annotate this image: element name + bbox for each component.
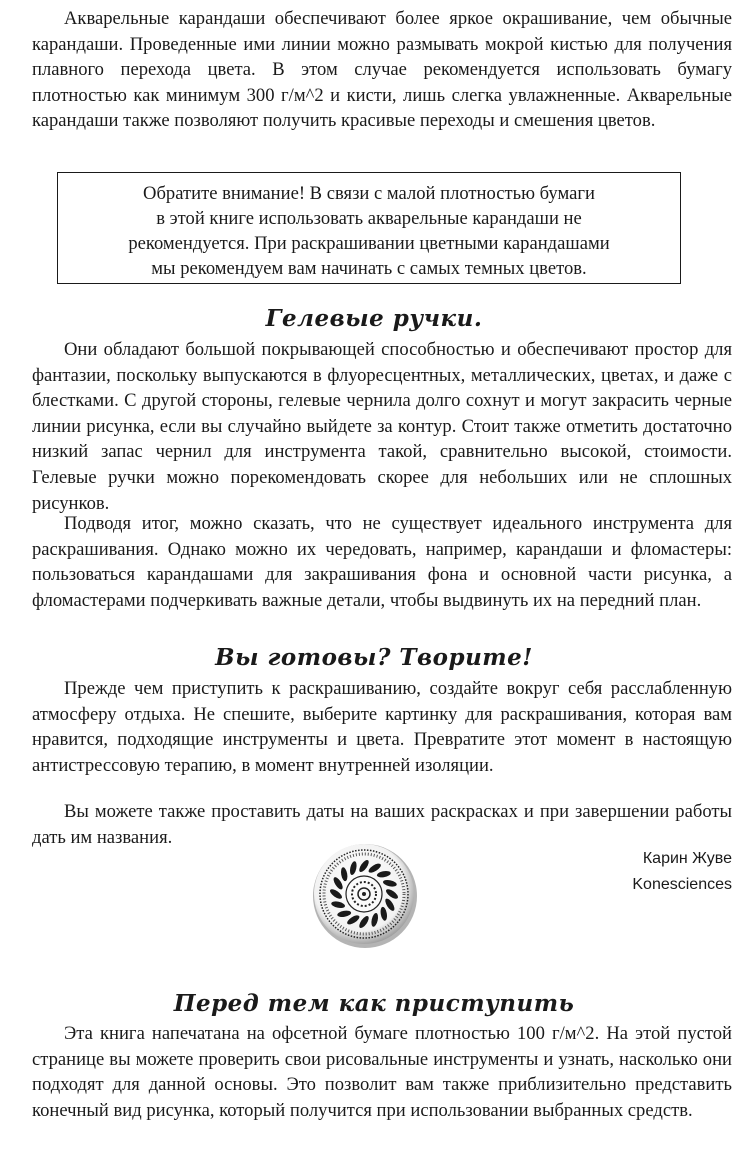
intro-paragraph: Акварельные карандаши обеспечивают более яркое окрашивание, чем обычные карандаши. Проведенные ими линии можно размывать мокрой кистью для получения плавного перехода цвета. В этом случае рекомендуется использовать бумагу плотностью как минимум 300 г/м^2 и кисти, лишь слегка увлажненные. Акварельные карандаши также позволяют получить красивые переходы и смешения цветов.	[32, 8, 732, 132]
gel-pens-paragraph-2: Подводя итог, можно сказать, что не существует идеального инструмента для раскрашивания. Однако можно их чередовать, например, карандаши и фломастеры: пользоваться карандашами для закрашивания фона и основной части рисунка, а фломастерами подчеркивать важные детали, чтобы выдвинуть их на передний план.	[32, 513, 732, 611]
gel-pens-paragraph-1: Они обладают большой покрывающей способностью и обеспечивают простор для фантазии, поскольку выпускаются в флуоресцентных, металлических, цветах, и даже с блестками. С другой стороны, гелевые чернила долго сохнут и могут закрасить черные линии рисунка, если вы случайно выйдете за контур. Стоит также отметить достаточно низкий запас чернил для инструмента такой, сравнительно высокой, стоимости. Гелевые ручки можно порекомендовать скорее для небольших или не сплошных рисунков.	[32, 339, 732, 514]
before-paragraph: Эта книга напечатана на офсетной бумаге плотностью 100 г/м^2. На этой пустой странице вы можете проверить свои рисовальные инструменты и узнать, насколько они подходят для данной основы. Это позволит вам также приблизительно представить конечный вид рисунка, который получится при использовании выбранных средств.	[32, 1023, 732, 1121]
heading-before: Перед тем как приступить	[173, 990, 575, 1017]
ready-paragraph-2: Вы можете также проставить даты на ваших раскрасках и при завершении работы дать им названия.	[32, 801, 732, 848]
signature-author: Карин Жуве	[642, 850, 732, 867]
heading-gel-pens: Гелевые ручки.	[265, 305, 483, 332]
heading-ready: Вы готовы? Творите!	[215, 644, 533, 671]
note-box	[57, 172, 681, 284]
signature-org: Konesciences	[632, 876, 732, 893]
note-text: Обратите внимание! В связи с малой плотностью бумаги в этой книге использовать акварельные карандаши не рекомендуется. При раскрашивании цветными карандашами мы рекомендуем вам начинать с самых темных цветов.	[128, 183, 610, 279]
ready-paragraph-1: Прежде чем приступить к раскрашиванию, создайте вокруг себя расслабленную атмосферу отдыха. Не спешите, выберите картинку для раскрашивания, которая вам нравится, подходящие инструменты и цвета. Превратите этот момент в настоящую антистрессовую терапию, в момент внутренней изоляции.	[32, 678, 732, 776]
mandala-ornament	[312, 842, 418, 950]
